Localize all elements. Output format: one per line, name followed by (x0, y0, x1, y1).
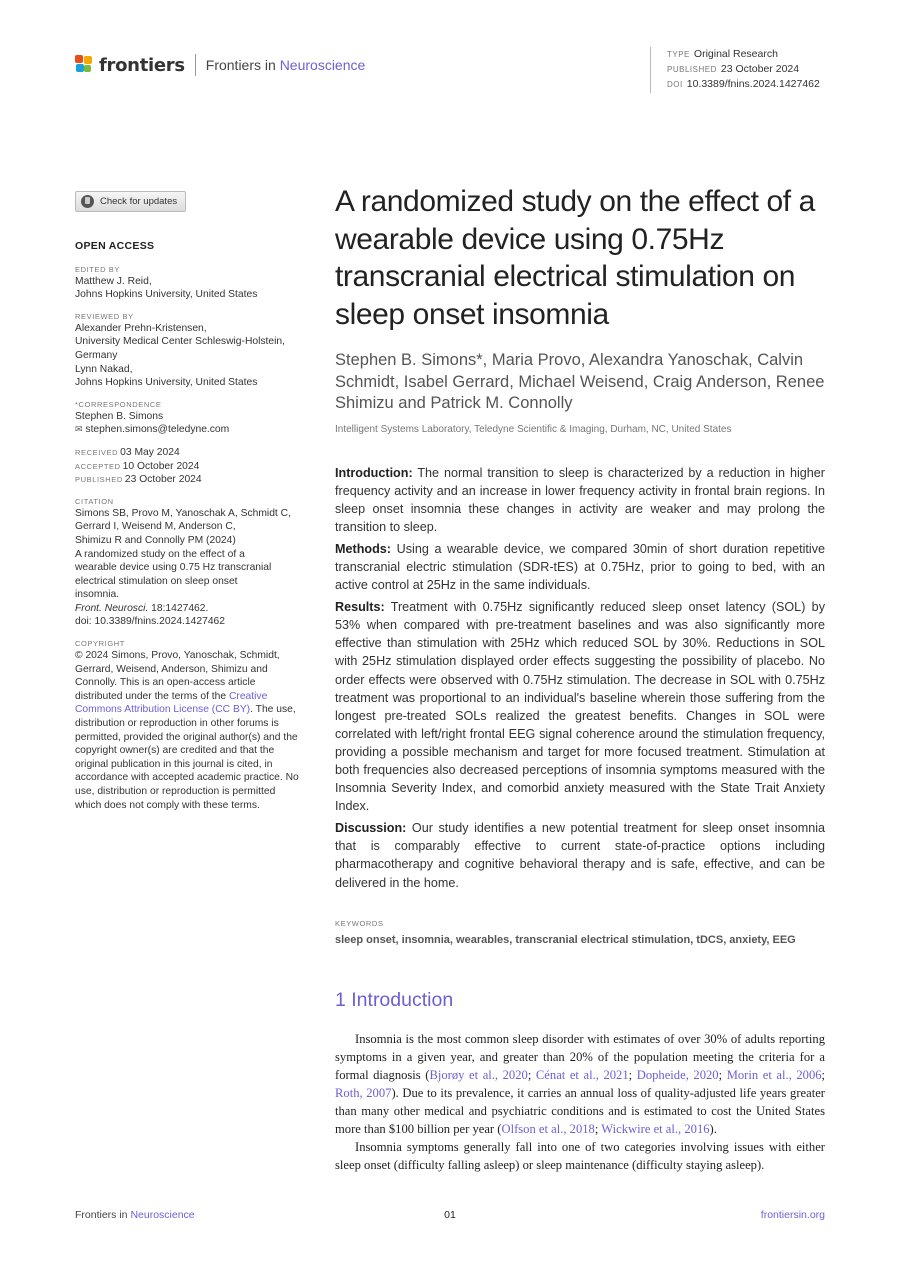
received-date: RECEIVED 03 May 2024 (75, 446, 180, 458)
paragraph: Insomnia symptoms generally fall into one of two categories involving issues with either sleep onset (difficulty falling asleep) or sleep maintenance (difficulty staying asleep). (335, 1140, 825, 1173)
check-for-updates-button[interactable]: Check for updates (75, 191, 186, 212)
paragraph: Insomnia is the most common sleep disorder with estimates of over 30% of adults reporting symptoms in a given year, and greater than 20% of the population meeting the criteria for a formal diagnosis (Bjorøy et al., 2020; Cénat et al., 2021; Dopheide, 2020; Morin et al., 2006; Roth, 2007). Due to its prevalence, it carries an annual loss of quality-adjusted life years greater than many other medical and psychiatric conditions and is estimated to cost the United States more than $100 billion per year (Olfson et al., 2018; Wickwire et al., 2016). (335, 1031, 826, 1137)
footer-journal[interactable]: Frontiers in Neuroscience (75, 1209, 195, 1221)
envelope-icon: ✉ (75, 424, 83, 435)
keywords: sleep onset, insomnia, wearables, transcranial electrical stimulation, tDCS, anxiety, EEG (335, 933, 796, 946)
reviewer-line: University Medical Center Schleswig-Holstein, (75, 336, 286, 348)
citation-line: Shimizu R and Connolly PM (2024) (75, 534, 236, 546)
citation-doi[interactable]: doi: 10.3389/fnins.2024.1427462 (75, 616, 226, 628)
editor-name: Matthew J. Reid, (75, 275, 152, 287)
citation-link[interactable]: Bjorøy et al., 2020 (429, 1067, 528, 1082)
abstract (335, 464, 825, 892)
abstract-results: Results: Treatment with 0.75Hz significantly reduced sleep onset latency (SOL) by 53% when compared with pre-treatment baselines and was also significantly more effective than stimulation with 25Hz which reduced SOL by 30%. Reductions in SOL with 25Hz stimulation displayed order effects suggesting the possibility of placebo. No order effects were observed with 0.75Hz stimulation. The decrease in SOL with 0.75Hz treatment was proportional to an individual's baseline wherein those suffering from the longest pre-treated SOLs realized the greatest benefits. Changes in SOL were correlated with left/right frontal EEG signal coherence around the stimulation frequency, providing a possible mechanism and target for more focused treatment. Stimulation at both frequencies also decreased perceptions of insomnia symptoms measured with the Insomnia Severity Index, and comorbid anxiety measured with the State Trait Anxiety Index. (335, 600, 825, 814)
article-published: PUBLISHED 23 October 2024 (667, 63, 800, 75)
article-sidebar (75, 191, 305, 812)
citation-line: Gerrard I, Weisend M, Anderson C, (75, 521, 236, 533)
reviewer-line: Germany (75, 349, 118, 361)
article-main (335, 183, 825, 1174)
affiliation: Intelligent Systems Laboratory, Teledyne Scientific & Imaging, Durham, NC, United States (335, 423, 732, 435)
reviewed-by-label: REVIEWED BY (75, 311, 134, 321)
page-header (75, 50, 825, 94)
dates-block (75, 446, 305, 487)
correspondence-email[interactable]: ✉ stephen.simons@teledyne.com (75, 424, 230, 436)
citation-line: Simons SB, Provo M, Yanoschak A, Schmidt C, (75, 507, 291, 519)
frontiers-logo-icon (75, 55, 93, 75)
citation-label: CITATION (75, 496, 114, 506)
citation-link[interactable]: Roth, 2007 (335, 1085, 392, 1100)
author-list: Stephen B. Simons*, Maria Provo, Alexandra Yanoschak, Calvin Schmidt, Isabel Gerrard, Michael Weisend, Craig Anderson, Renee Shimizu and Patrick M. Connolly (335, 351, 825, 412)
cc-license-link[interactable]: Creative Commons Attribution License (CC BY) (75, 690, 268, 716)
page-number: 01 (444, 1209, 456, 1221)
abstract-discussion: Discussion: Our study identifies a new potential treatment for sleep onset insomnia that is comparably effective to current state-of-practice options including pharmacotherapy and cognitive behavioral therapy and is safe, effective, and can be delivered in the home. (335, 821, 825, 890)
copyright-text: © 2024 Simons, Provo, Yanoschak, Schmidt, Gerrard, Weisend, Anderson, Shimizu and Connolly. This is an open-access article distributed under the terms of the Creative Commons Attribution License (CC BY). The use, distribution or reproduction in other forums is permitted, provided the original author(s) and the copyright owner(s) are credited and that the original publication in this journal is cited, in accordance with accepted academic practice. No use, distribution or reproduction is permitted which does not comply with these terms. (75, 650, 299, 811)
abstract-introduction: Introduction: The normal transition to sleep is characterized by a reduction in higher frequency activity and an increase in lower frequency activity in frontal brain regions. In sleep onset insomnia these changes in activity are weaker and may prolong the transition to sleep. (335, 465, 825, 534)
update-check-icon (81, 195, 94, 208)
citation-link[interactable]: Olfson et al., 2018 (501, 1122, 595, 1137)
reviewer-line: Alexander Prehn-Kristensen, (75, 322, 207, 334)
reviewer-line: Johns Hopkins University, United States (75, 377, 258, 389)
reviewer-line: Lynn Nakad, (75, 363, 133, 375)
citation-journal: Front. Neurosci. 18:1427462. (75, 602, 209, 614)
editor-affiliation: Johns Hopkins University, United States (75, 289, 258, 301)
article-meta (650, 47, 820, 93)
citation-line: wearable device using 0.75 Hz transcranial (75, 562, 272, 574)
edited-by-label: EDITED BY (75, 264, 120, 274)
correspondence-name: Stephen B. Simons (75, 410, 164, 422)
citation-line: electrical stimulation on sleep onset (75, 575, 238, 587)
published-date: PUBLISHED 23 October 2024 (75, 474, 202, 486)
citation-line: insomnia. (75, 589, 120, 601)
article-title: A randomized study on the effect of a wearable device using 0.75Hz transcranial electrical stimulation on sleep onset insomnia (335, 185, 815, 331)
abstract-methods: Methods: Using a wearable device, we compared 30min of short duration repetitive transcranial electric stimulation (SDR-tES) at 0.75Hz, prior to going to bed, with an active control at 25Hz in the same individuals. (335, 541, 825, 593)
frontiers-logo[interactable] (75, 54, 365, 76)
logo-wordmark: frontiers (99, 54, 185, 76)
copyright-label: COPYRIGHT (75, 639, 125, 649)
open-access-label: OPEN ACCESS (75, 240, 155, 252)
article-type: TYPE Original Research (667, 48, 778, 60)
citation-link[interactable]: Wickwire et al., 2016 (601, 1122, 710, 1137)
correspondence-label: *CORRESPONDENCE (75, 399, 162, 409)
section-title-introduction: 1 Introduction (335, 988, 454, 1011)
journal-name: Frontiers in Neuroscience (205, 57, 366, 73)
citation-link[interactable]: Cénat et al., 2021 (535, 1067, 629, 1082)
citation-link[interactable]: Dopheide, 2020 (636, 1067, 719, 1082)
keywords-label: KEYWORDS (335, 918, 384, 928)
citation-link[interactable]: Morin et al., 2006 (726, 1067, 822, 1082)
citation-line: A randomized study on the effect of a (75, 548, 245, 560)
article-doi[interactable]: DOI 10.3389/fnins.2024.1427462 (667, 78, 820, 90)
footer-site-link[interactable]: frontiersin.org (760, 1209, 825, 1221)
accepted-date: ACCEPTED 10 October 2024 (75, 460, 200, 472)
introduction-body (335, 1030, 825, 1175)
logo-divider (195, 54, 196, 76)
